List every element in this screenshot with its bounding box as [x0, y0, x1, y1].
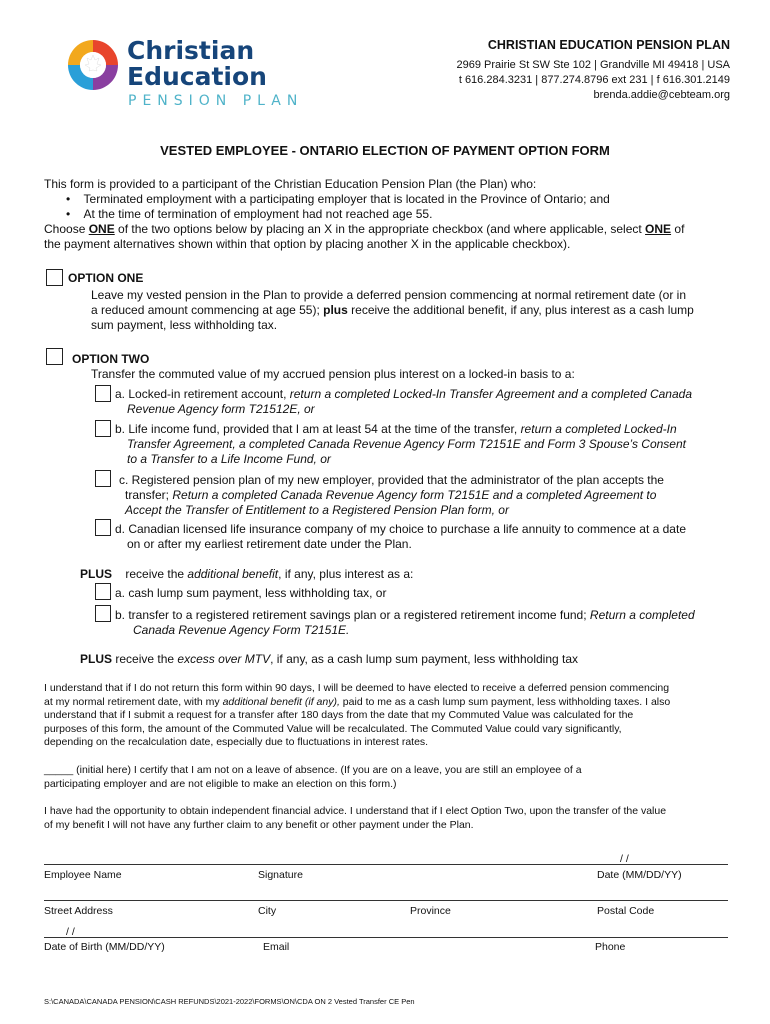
- text: at my normal retirement date, with my: [44, 695, 223, 708]
- instruction: Transfer Agreement, a completed Canada Revenue Agency Form T2151E and Form 3 Spouse’s Consent: [127, 437, 686, 451]
- signature-label: Signature: [258, 869, 303, 881]
- certify-paragraph: [44, 764, 734, 791]
- instruction: Return a completed: [589, 608, 695, 622]
- text: receive the: [125, 567, 188, 581]
- text: of: [671, 222, 685, 236]
- org-phones: t 616.284.3231 | 877.274.8796 ext 231 | f 616.301.2149: [458, 74, 730, 86]
- org-address: 2969 Prairie St SW Ste 102 | Grandville MI 49418 | USA: [456, 59, 730, 71]
- plus-b-checkbox[interactable]: [95, 605, 111, 622]
- text: receive the: [112, 652, 178, 666]
- dob-slashes: / /: [66, 926, 75, 938]
- text: b. transfer to a registered retirement savings plan or a registered retirement income fund;: [115, 608, 590, 622]
- text-line: on or after my earliest retirement date under the Plan.: [127, 537, 412, 551]
- text-line: understand that if I submit a request for a transfer after 180 days from the date that my Commuted Value was calculated for the: [44, 709, 634, 721]
- option-one-title: OPTION ONE: [68, 271, 144, 285]
- text-line: d. Canadian licensed life insurance company of my choice to purchase a life annuity to commence at a date: [115, 522, 686, 536]
- org-name: CHRISTIAN EDUCATION PENSION PLAN: [487, 38, 730, 52]
- instruction: Revenue Agency form T21512E, or: [127, 402, 315, 416]
- plus-mtv-line: [80, 652, 578, 667]
- option-two-c-checkbox[interactable]: [95, 470, 111, 487]
- text-line: sum payment, less withholding tax.: [91, 318, 278, 332]
- street-address-label: Street Address: [44, 905, 113, 917]
- plus-label: PLUS: [80, 652, 113, 666]
- option-one-checkbox[interactable]: [46, 269, 63, 286]
- text: additional benefit (if any),: [222, 695, 340, 708]
- text-line: purposes of this form, the amount of the Commuted Value will be recalculated. The Commuted Value could vary significantly,: [44, 722, 622, 735]
- option-two-checkbox[interactable]: [46, 348, 63, 365]
- text-line: [91, 303, 731, 318]
- form-title: VESTED EMPLOYEE - ONTARIO ELECTION OF PAYMENT OPTION FORM: [160, 143, 610, 158]
- understand-paragraph: [44, 682, 734, 750]
- bullet-text: Terminated employment with a participating employer that is located in the Province of Ontario; and: [83, 192, 610, 206]
- email-label: Email: [263, 941, 290, 953]
- text-line: I have had the opportunity to obtain independent financial advice. I understand that if I elect Option Two, upon the transfer of the value: [44, 805, 667, 817]
- option-one-text: [91, 288, 731, 333]
- text: receive the additional benefit, if any, plus interest as a cash lump: [347, 303, 694, 317]
- one-emphasis: ONE: [645, 222, 672, 236]
- date-slashes: / /: [620, 853, 629, 865]
- text: a reduced amount commencing at age 55);: [91, 303, 324, 317]
- dob-label: Date of Birth (MM/DD/YY): [44, 941, 165, 953]
- option-two-c: [119, 473, 725, 518]
- bullet-text: At the time of termination of employment had not reached age 55.: [83, 207, 433, 221]
- employee-name-label: Employee Name: [44, 869, 122, 881]
- org-email: brenda.addie@cebteam.org: [593, 89, 730, 101]
- text: of the two options below by placing an X in the appropriate checkbox (and where applicable, select: [114, 222, 646, 236]
- plus-a-checkbox[interactable]: [95, 583, 111, 600]
- province-label: Province: [410, 905, 451, 917]
- text: paid to me as a cash lump sum payment, less withholding taxes. I also: [339, 695, 671, 708]
- text: transfer;: [125, 488, 173, 502]
- option-two-intro: Transfer the commuted value of my accrued pension plus interest on a locked-in basis to a:: [91, 367, 575, 381]
- text: Choose: [44, 222, 89, 236]
- text-line: [115, 422, 735, 437]
- phone-label: Phone: [595, 941, 626, 953]
- text: , if any, plus interest as a:: [278, 567, 414, 581]
- instruction: return a completed Locked-In: [520, 422, 677, 436]
- text-line: [119, 503, 725, 518]
- option-two-d: [115, 522, 735, 552]
- text-line: [115, 437, 735, 452]
- text: , if any, as a cash lump sum payment, less withholding tax: [270, 652, 579, 666]
- instruction: Accept the Transfer of Entitlement to a Registered Pension Plan form, or: [125, 503, 509, 517]
- signature-line-3[interactable]: [44, 937, 728, 938]
- option-two-b-checkbox[interactable]: [95, 420, 111, 437]
- logo-icon: [66, 38, 120, 92]
- plus-additional-line: [80, 567, 413, 582]
- option-two-a: [115, 387, 735, 417]
- text-line: _____ (initial here) I certify that I am not on a leave of absence. (If you are on a leave, you are still an employee of a: [44, 764, 582, 776]
- postal-code-label: Postal Code: [597, 905, 655, 917]
- plus-emphasis: plus: [323, 303, 348, 317]
- intro-line: This form is provided to a participant of the Christian Education Pension Plan (the Plan) who:: [44, 177, 537, 191]
- text-line: c. Registered pension plan of my new employer, provided that the administrator of the plan accepts the: [119, 473, 664, 487]
- text-line: [115, 387, 735, 402]
- plus-b-text: [115, 608, 735, 638]
- intro-bullet-2: • At the time of termination of employment had not reached age 55.: [66, 207, 433, 221]
- choose-line-2: the payment alternatives shown within that option by placing another X in the applicable checkbox).: [44, 237, 571, 251]
- instruction: Canada Revenue Agency Form T2151E.: [133, 623, 350, 637]
- intro-bullet-1: • Terminated employment with a participating employer that is located in the Province of Ontario; and: [66, 192, 610, 206]
- text-line: I understand that if I do not return this form within 90 days, I will be deemed to have elected to receive a deferred pension commencing: [44, 682, 670, 694]
- text-line: depending on the recalculation date, especially due to fluctuations in interest rates.: [44, 736, 429, 748]
- text-line: [115, 608, 735, 623]
- advice-paragraph: [44, 805, 734, 832]
- text: additional benefit: [187, 567, 279, 581]
- one-emphasis: ONE: [88, 222, 115, 236]
- intro-text: [44, 177, 734, 252]
- text-line: [44, 696, 734, 710]
- text-line: [115, 623, 735, 638]
- choose-line: [44, 222, 734, 237]
- text-line: [115, 452, 735, 467]
- text: b. Life income fund, provided that I am at least 54 at the time of the transfer,: [115, 422, 521, 436]
- text-line: participating employer and are not eligible to make an election on this form.): [44, 777, 397, 790]
- option-two-title: OPTION TWO: [72, 352, 150, 366]
- footer-path: S:\CANADA\CANADA PENSION\CASH REFUNDS\2021-2022\FORMS\ON\CDA ON 2 Vested Transfer CE Pen: [44, 997, 415, 1006]
- option-two-a-checkbox[interactable]: [95, 385, 111, 402]
- instruction: to a Transfer to a Life Income Fund, or: [127, 452, 331, 466]
- text: a. Locked-in retirement account,: [115, 387, 290, 401]
- plus-a-text: a. cash lump sum payment, less withholding tax, or: [115, 586, 387, 600]
- instruction: return a completed Locked-In Transfer Agreement and a completed Canada: [289, 387, 692, 401]
- signature-line-2[interactable]: [44, 900, 728, 901]
- option-two-d-checkbox[interactable]: [95, 519, 111, 536]
- logo-text-christian: Christian: [127, 36, 255, 65]
- text-line: [115, 402, 735, 417]
- text-line: of my benefit I will not have any further claim to any benefit or other payment under the Plan.: [44, 818, 474, 831]
- logo-text-pension-plan: PENSION PLAN: [128, 93, 304, 109]
- instruction: Return a completed Canada Revenue Agency form T2151E and a completed Agreement to: [172, 488, 657, 502]
- logo-text-education: Education: [127, 62, 267, 91]
- option-two-b: [115, 422, 735, 467]
- date-label: Date (MM/DD/YY): [597, 869, 682, 881]
- text: excess over MTV: [177, 652, 271, 666]
- plus-label: PLUS: [80, 567, 113, 581]
- text-line: [119, 488, 725, 503]
- city-label: City: [258, 905, 277, 917]
- text-line: Leave my vested pension in the Plan to provide a deferred pension commencing at normal retirement date (or in: [91, 288, 686, 302]
